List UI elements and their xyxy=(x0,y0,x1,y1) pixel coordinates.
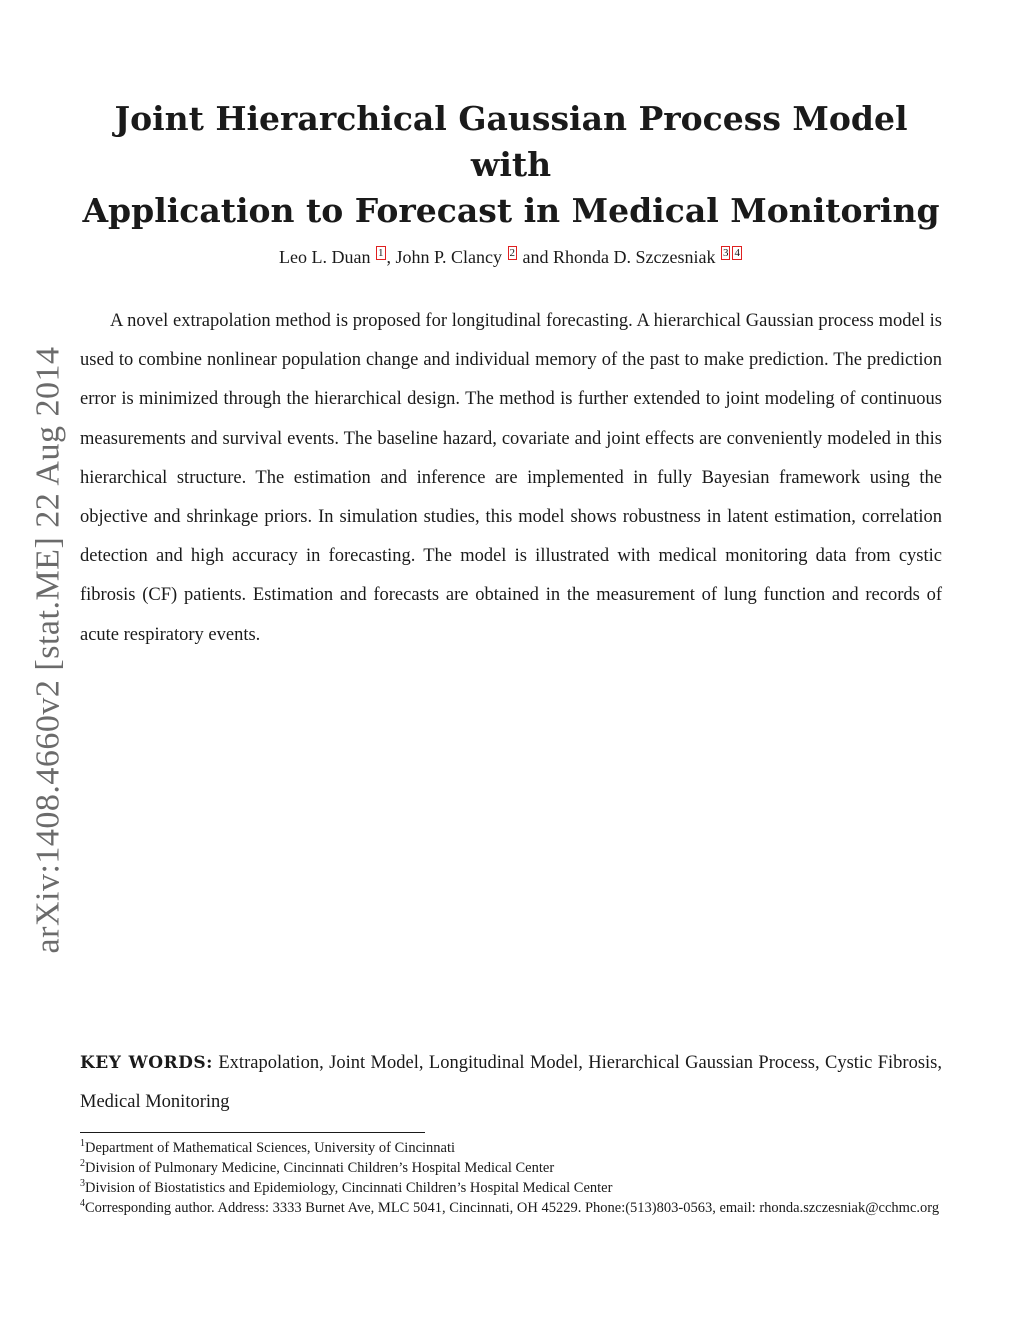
author-line xyxy=(80,246,942,268)
title-line-2: Application to Forecast in Medical Monitoring xyxy=(82,191,940,230)
footnote-link-2[interactable]: 2 xyxy=(509,247,516,259)
keywords-label: KEY WORDS: xyxy=(80,1053,213,1073)
arxiv-identifier-stamp xyxy=(18,346,78,954)
footnote-2: $^2$Division of Pulmonary Medicine, Cincinnati Children’s Hospital Medical Center xyxy=(80,1158,555,1176)
footnote-3: $^3$Division of Biostatistics and Epidemiology, Cincinnati Children’s Hospital Medical Center xyxy=(80,1178,613,1196)
footnote-divider xyxy=(80,1132,425,1133)
footnote-link-3[interactable]: 3 xyxy=(722,247,729,259)
keywords-section xyxy=(80,1044,942,1122)
arxiv-identifier-text: arXiv:1408.4660v2 [stat.ME] 22 Aug 2014 xyxy=(29,346,66,954)
footnote-1: $^1$Department of Mathematical Sciences, University of Cincinnati xyxy=(80,1138,456,1156)
paper-title xyxy=(80,96,942,234)
footnotes xyxy=(80,1138,942,1218)
abstract-paragraph: A novel extrapolation method is proposed for longitudinal forecasting. A hierarchical Gaussian process model is used to combine nonlinear population change and individual memory of the past to make prediction. The prediction error is minimized through the hierarchical design. The method is further extended to joint modeling of continuous measurements and survival events. The baseline hazard, covariate and joint effects are conveniently modeled in this hierarchical structure. The estimation and inference are implemented in fully Bayesian framework using the objective and shrinkage priors. In simulation studies, this model shows robustness in latent estimation, correlation detection and high accuracy in forecasting. The model is illustrated with medical monitoring data from cystic fibrosis (CF) patients. Estimation and forecasts are obtained in the measurement of lung function and records of acute respiratory events. xyxy=(80,311,942,645)
footnote-link-1[interactable]: 1 xyxy=(378,247,384,259)
footnote-link-4[interactable]: 4 xyxy=(734,247,740,259)
footnote-4: $^4$Corresponding author. Address: 3333 Burnet Ave, MLC 5041, Cincinnati, OH 45229. Phone:(513)803-0563, email: rhonda.szczesniak@cchmc.org xyxy=(80,1198,940,1216)
author-separator-2: and Rhonda D. Szczesniak xyxy=(518,247,716,267)
title-line-1: Joint Hierarchical Gaussian Process Model with xyxy=(114,99,908,184)
author-name-1: Leo L. Duan xyxy=(279,247,371,267)
keywords-text: Extrapolation, Joint Model, Longitudinal Model, Hierarchical Gaussian Process, Cystic Fibrosis, Medical Monitoring xyxy=(80,1053,942,1112)
author-separator-1: , John P. Clancy xyxy=(386,247,503,267)
